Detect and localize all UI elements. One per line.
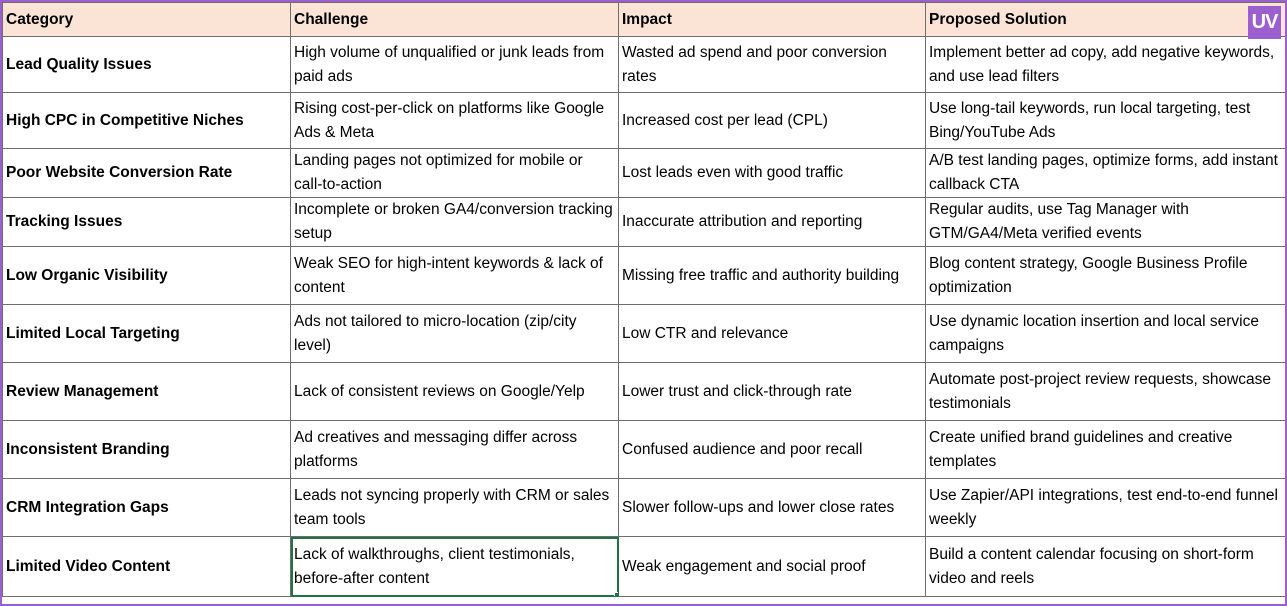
challenges-table bbox=[2, 2, 1286, 597]
solution-cell[interactable]: Build a content calendar focusing on short-form video and reels bbox=[926, 537, 1286, 597]
impact-cell[interactable]: Lower trust and click-through rate bbox=[619, 363, 926, 421]
impact-cell[interactable]: Missing free traffic and authority building bbox=[619, 247, 926, 305]
impact-cell[interactable]: Low CTR and relevance bbox=[619, 305, 926, 363]
table-row bbox=[3, 305, 1286, 363]
solution-cell[interactable]: Implement better ad copy, add negative keywords, and use lead filters bbox=[926, 37, 1286, 93]
table-row bbox=[3, 198, 1286, 247]
challenge-cell[interactable]: Leads not syncing properly with CRM or sales team tools bbox=[291, 479, 619, 537]
impact-cell[interactable]: Confused audience and poor recall bbox=[619, 421, 926, 479]
challenge-cell[interactable]: Ad creatives and messaging differ across platforms bbox=[291, 421, 619, 479]
challenge-cell[interactable]: Incomplete or broken GA4/conversion tracking setup bbox=[291, 198, 619, 247]
category-cell[interactable]: Review Management bbox=[3, 363, 291, 421]
category-cell[interactable]: Inconsistent Branding bbox=[3, 421, 291, 479]
solution-cell[interactable]: Use dynamic location insertion and local service campaigns bbox=[926, 305, 1286, 363]
solution-cell[interactable]: Use Zapier/API integrations, test end-to-end funnel weekly bbox=[926, 479, 1286, 537]
challenge-cell[interactable]: Rising cost-per-click on platforms like Google Ads & Meta bbox=[291, 93, 619, 149]
challenge-cell[interactable]: Ads not tailored to micro-location (zip/city level) bbox=[291, 305, 619, 363]
solution-cell[interactable]: Regular audits, use Tag Manager with GTM/GA4/Meta verified events bbox=[926, 198, 1286, 247]
header-challenge[interactable]: Challenge bbox=[291, 3, 619, 37]
table-row bbox=[3, 37, 1286, 93]
uv-logo: UV bbox=[1248, 6, 1281, 39]
header-solution[interactable]: Proposed Solution bbox=[926, 3, 1286, 37]
challenge-cell[interactable]: High volume of unqualified or junk leads from paid ads bbox=[291, 37, 619, 93]
header-row bbox=[3, 3, 1286, 37]
category-cell[interactable]: CRM Integration Gaps bbox=[3, 479, 291, 537]
solution-cell[interactable]: Use long-tail keywords, run local targeting, test Bing/YouTube Ads bbox=[926, 93, 1286, 149]
challenge-cell[interactable]: Lack of consistent reviews on Google/Yelp bbox=[291, 363, 619, 421]
table-row bbox=[3, 479, 1286, 537]
fill-handle[interactable] bbox=[614, 592, 619, 597]
impact-cell[interactable]: Increased cost per lead (CPL) bbox=[619, 93, 926, 149]
table-row bbox=[3, 421, 1286, 479]
category-cell[interactable]: Limited Video Content bbox=[3, 537, 291, 597]
header-category[interactable]: Category bbox=[3, 3, 291, 37]
solution-cell[interactable]: Blog content strategy, Google Business Profile optimization bbox=[926, 247, 1286, 305]
table-row bbox=[3, 93, 1286, 149]
table-row bbox=[3, 149, 1286, 198]
impact-cell[interactable]: Lost leads even with good traffic bbox=[619, 149, 926, 198]
impact-cell[interactable]: Slower follow-ups and lower close rates bbox=[619, 479, 926, 537]
challenge-cell[interactable]: Weak SEO for high-intent keywords & lack of content bbox=[291, 247, 619, 305]
table-row bbox=[3, 363, 1286, 421]
category-cell[interactable]: Tracking Issues bbox=[3, 198, 291, 247]
challenge-cell-text: Lack of walkthroughs, client testimonials, before-after content bbox=[294, 545, 575, 587]
category-cell[interactable]: High CPC in Competitive Niches bbox=[3, 93, 291, 149]
header-impact[interactable]: Impact bbox=[619, 3, 926, 37]
impact-cell[interactable]: Wasted ad spend and poor conversion rates bbox=[619, 37, 926, 93]
challenge-cell[interactable]: Landing pages not optimized for mobile or call-to-action bbox=[291, 149, 619, 198]
category-cell[interactable]: Limited Local Targeting bbox=[3, 305, 291, 363]
solution-cell[interactable]: A/B test landing pages, optimize forms, add instant callback CTA bbox=[926, 149, 1286, 198]
table-row bbox=[3, 247, 1286, 305]
solution-cell[interactable]: Create unified brand guidelines and creative templates bbox=[926, 421, 1286, 479]
category-cell[interactable]: Lead Quality Issues bbox=[3, 37, 291, 93]
category-cell[interactable]: Low Organic Visibility bbox=[3, 247, 291, 305]
impact-cell[interactable]: Inaccurate attribution and reporting bbox=[619, 198, 926, 247]
table-row bbox=[3, 537, 1286, 597]
challenge-cell-selected[interactable] bbox=[291, 537, 619, 597]
solution-cell[interactable]: Automate post-project review requests, showcase testimonials bbox=[926, 363, 1286, 421]
category-cell[interactable]: Poor Website Conversion Rate bbox=[3, 149, 291, 198]
impact-cell[interactable]: Weak engagement and social proof bbox=[619, 537, 926, 597]
